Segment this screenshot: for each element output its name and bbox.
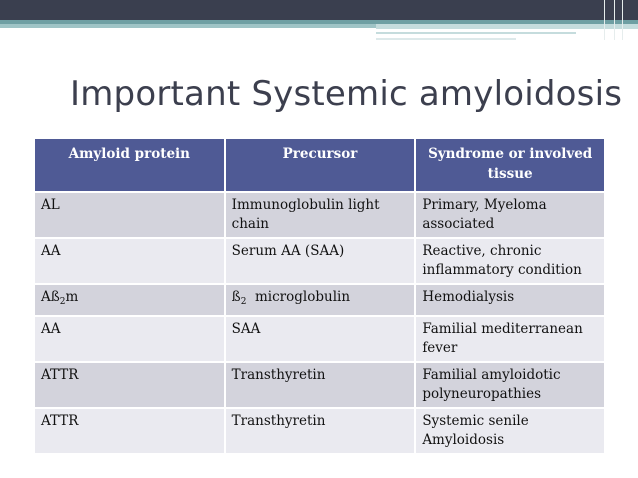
cell-syndrome: Reactive, chronic inflammatory condition [416, 239, 604, 283]
cell-syndrome: Systemic senile Amyloidosis [416, 409, 604, 453]
slide-title: Important Systemic amyloidosis [70, 74, 623, 114]
cell-protein [35, 317, 224, 361]
header-precursor: Precursor [226, 139, 415, 191]
cell-precursor [226, 239, 415, 283]
cell-protein [35, 285, 224, 315]
amyloidosis-table [33, 137, 606, 455]
header-syndrome: Syndrome or involved tissue [416, 139, 604, 191]
cell-precursor [226, 363, 415, 407]
cell-precursor [226, 193, 415, 237]
protein-text: AA [41, 243, 61, 259]
table-row [35, 363, 604, 407]
precursor-text: SAA [231, 321, 261, 337]
banner-accent-line [376, 38, 516, 40]
precursor-text: ß [231, 289, 241, 305]
cell-protein [35, 239, 224, 283]
table-row [35, 317, 604, 361]
precursor-suffix: microglobulin [246, 289, 351, 305]
top-banner [0, 0, 638, 20]
table-row [35, 193, 604, 237]
precursor-text: Transthyretin [231, 367, 326, 383]
table-row [35, 239, 604, 283]
cell-syndrome: Primary, Myeloma associated [416, 193, 604, 237]
precursor-text: Immunoglobulin light chain [231, 197, 380, 232]
header-amyloid-protein: Amyloid protein [35, 139, 224, 191]
banner-accent-line [376, 32, 576, 34]
table-row [35, 285, 604, 315]
precursor-text: Transthyretin [231, 413, 326, 429]
cell-syndrome: Familial amyloidotic polyneuropathies [416, 363, 604, 407]
banner-accent [376, 24, 638, 29]
cell-precursor [226, 285, 415, 315]
cell-protein [35, 409, 224, 453]
protein-text: AL [41, 197, 60, 213]
table-header-row [35, 139, 604, 191]
cell-protein [35, 363, 224, 407]
cell-precursor [226, 409, 415, 453]
protein-text: Aß [41, 289, 60, 305]
cell-precursor [226, 317, 415, 361]
banner-divider [614, 0, 615, 40]
cell-protein [35, 193, 224, 237]
protein-text: ATTR [41, 367, 79, 383]
protein-text: AA [41, 321, 61, 337]
cell-syndrome: Hemodialysis [416, 285, 604, 315]
protein-subscript: 2 [59, 297, 66, 307]
protein-text: ATTR [41, 413, 79, 429]
precursor-text: Serum AA (SAA) [231, 243, 345, 259]
banner-divider [622, 0, 623, 40]
cell-syndrome: Familial mediterranean fever [416, 317, 604, 361]
banner-divider [604, 0, 605, 40]
table-row [35, 409, 604, 453]
banner-stripe-light [0, 24, 400, 28]
precursor-subscript: 2 [240, 297, 247, 307]
protein-suffix: m [65, 289, 79, 305]
